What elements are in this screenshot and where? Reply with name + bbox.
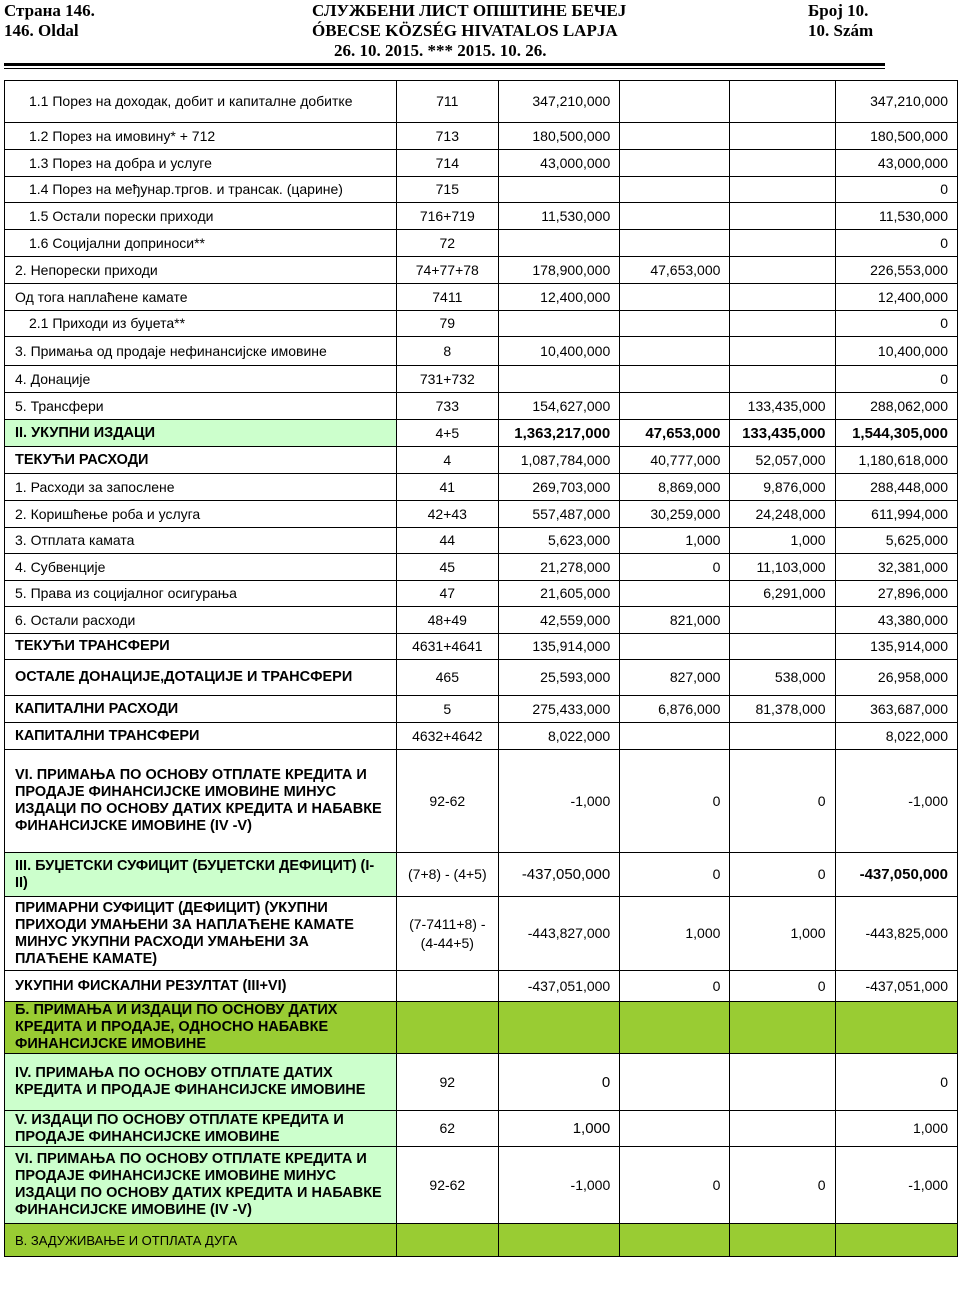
row-value-v3: 6,291,000 (730, 581, 835, 607)
row-value-v4: 26,958,000 (835, 660, 957, 696)
table-row (5, 123, 958, 150)
row-code: 713 (396, 123, 498, 150)
table-row (5, 311, 958, 337)
row-code: 714 (396, 150, 498, 177)
row-value-v2: 827,000 (620, 660, 730, 696)
row-value-v3 (730, 1002, 835, 1054)
row-value-v3 (730, 230, 835, 257)
table-row (5, 897, 958, 971)
table-row (5, 1002, 958, 1054)
row-value-v3: 1,000 (730, 528, 835, 554)
table-row (5, 1224, 958, 1257)
row-value-v2 (620, 177, 730, 203)
row-value-v2: 0 (620, 853, 730, 897)
row-code: 8 (396, 337, 498, 366)
row-value-v4: 10,400,000 (835, 337, 957, 366)
row-value-v2: 40,777,000 (620, 447, 730, 474)
row-label: КАПИТАЛНИ РАСХОДИ (5, 696, 397, 723)
row-value-v1 (498, 230, 619, 257)
table-row (5, 1111, 958, 1147)
row-label: 1.1 Порез на доходак, добит и капиталне добитке (5, 81, 397, 123)
row-label: ТЕКУЋИ РАСХОДИ (5, 447, 397, 474)
table-row (5, 528, 958, 554)
row-value-v2 (620, 230, 730, 257)
row-value-v3 (730, 337, 835, 366)
table-row (5, 150, 958, 177)
table-row (5, 177, 958, 203)
table-row (5, 284, 958, 311)
row-value-v2: 0 (620, 750, 730, 853)
table-row (5, 366, 958, 393)
row-value-v1: 21,278,000 (498, 554, 619, 581)
row-value-v4: 288,062,000 (835, 393, 957, 420)
row-label: VI. ПРИМАЊА ПО ОСНОВУ ОТПЛАТЕ КРЕДИТА И ПРОДАЈЕ ФИНАНСИЈСКЕ ИМОВИНЕ МИНУС ИЗДАЦИ ПО ОСНОВУ ДАТИХ КРЕДИТА И НАБАВКЕ ФИНАНСИЈСКЕ ИМОВИНЕ (IV -V) (5, 1147, 397, 1224)
row-value-v4 (835, 1002, 957, 1054)
row-value-v4: 180,500,000 (835, 123, 957, 150)
row-value-v1 (498, 1002, 619, 1054)
row-label: 5. Трансфери (5, 393, 397, 420)
row-value-v1 (498, 177, 619, 203)
row-code: 48+49 (396, 607, 498, 634)
row-value-v1: 275,433,000 (498, 696, 619, 723)
row-value-v4: -437,051,000 (835, 971, 957, 1002)
row-value-v2: 6,876,000 (620, 696, 730, 723)
row-value-v4: 1,180,618,000 (835, 447, 957, 474)
row-value-v1: 8,022,000 (498, 723, 619, 750)
header-issue-hu: 10. Szám (808, 21, 874, 40)
row-value-v3 (730, 366, 835, 393)
header-title-sr: СЛУЖБЕНИ ЛИСТ ОПШТИНЕ БЕЧЕЈ (312, 1, 627, 20)
row-value-v1: 1,363,217,000 (498, 420, 619, 447)
row-code: 4632+4642 (396, 723, 498, 750)
row-label: ТЕКУЋИ ТРАНСФЕРИ (5, 634, 397, 660)
row-code (396, 1224, 498, 1257)
row-label: VI. ПРИМАЊА ПО ОСНОВУ ОТПЛАТЕ КРЕДИТА И ПРОДАЈЕ ФИНАНСИЈСКЕ ИМОВИНЕ МИНУС ИЗДАЦИ ПО ОСНОВУ ДАТИХ КРЕДИТА И НАБАВКЕ ФИНАНСИЈСКЕ ИМОВИНЕ (IV -V) (5, 750, 397, 853)
row-code: 47 (396, 581, 498, 607)
row-value-v2 (620, 81, 730, 123)
row-value-v1: 43,000,000 (498, 150, 619, 177)
row-value-v3 (730, 284, 835, 311)
header-page-hu: 146. Oldal (4, 21, 79, 40)
row-code: 5 (396, 696, 498, 723)
row-value-v1: 178,900,000 (498, 257, 619, 284)
row-value-v4: 363,687,000 (835, 696, 957, 723)
row-value-v2 (620, 366, 730, 393)
table-row (5, 1147, 958, 1224)
row-value-v1: -437,050,000 (498, 853, 619, 897)
table-row (5, 1054, 958, 1111)
row-code: 4+5 (396, 420, 498, 447)
row-value-v4: 0 (835, 230, 957, 257)
row-label: 4. Донације (5, 366, 397, 393)
row-code: 44 (396, 528, 498, 554)
table-row (5, 554, 958, 581)
row-value-v2: 47,653,000 (620, 257, 730, 284)
row-value-v4: 32,381,000 (835, 554, 957, 581)
table-row (5, 607, 958, 634)
row-value-v3: 1,000 (730, 897, 835, 971)
row-label: КАПИТАЛНИ ТРАНСФЕРИ (5, 723, 397, 750)
row-code: 92 (396, 1054, 498, 1111)
row-value-v1: 5,623,000 (498, 528, 619, 554)
row-value-v1 (498, 1224, 619, 1257)
budget-table-wrapper (4, 80, 958, 1257)
row-code: 731+732 (396, 366, 498, 393)
row-value-v2: 1,000 (620, 897, 730, 971)
row-code: 733 (396, 393, 498, 420)
row-value-v4: 0 (835, 177, 957, 203)
row-label: 3. Отплата камата (5, 528, 397, 554)
row-value-v1: 25,593,000 (498, 660, 619, 696)
row-value-v1: 1,000 (498, 1111, 619, 1147)
row-label: II. УКУПНИ ИЗДАЦИ (5, 420, 397, 447)
table-row (5, 203, 958, 230)
row-value-v4: 611,994,000 (835, 501, 957, 528)
row-code: 7411 (396, 284, 498, 311)
row-value-v2: 821,000 (620, 607, 730, 634)
row-value-v2: 0 (620, 971, 730, 1002)
table-row (5, 853, 958, 897)
row-value-v3: 0 (730, 1147, 835, 1224)
row-value-v4: 0 (835, 311, 957, 337)
row-value-v1: -1,000 (498, 750, 619, 853)
row-value-v3 (730, 607, 835, 634)
row-value-v1: 42,559,000 (498, 607, 619, 634)
row-value-v3 (730, 123, 835, 150)
row-value-v4 (835, 1224, 957, 1257)
row-code: (7-7411+8) - (4-44+5) (396, 897, 498, 971)
row-code: 4631+4641 (396, 634, 498, 660)
row-label: 1.6 Социјални доприноси** (5, 230, 397, 257)
row-label: 5. Права из социјалног осигурања (5, 581, 397, 607)
row-value-v2: 1,000 (620, 528, 730, 554)
row-value-v1: 557,487,000 (498, 501, 619, 528)
row-value-v3: 0 (730, 853, 835, 897)
header-rule-thick (4, 63, 885, 66)
row-label: Од тога наплаћене камате (5, 284, 397, 311)
row-label: 1.2 Порез на имовину* + 712 (5, 123, 397, 150)
row-value-v2 (620, 284, 730, 311)
table-row (5, 696, 958, 723)
row-value-v4: 288,448,000 (835, 474, 957, 501)
row-code: 62 (396, 1111, 498, 1147)
row-value-v3: 81,378,000 (730, 696, 835, 723)
row-value-v2: 8,869,000 (620, 474, 730, 501)
row-value-v2 (620, 1054, 730, 1111)
row-value-v4: 0 (835, 366, 957, 393)
row-label: 2. Непорески приходи (5, 257, 397, 284)
row-value-v1: 12,400,000 (498, 284, 619, 311)
row-value-v1: 347,210,000 (498, 81, 619, 123)
table-row (5, 447, 958, 474)
row-value-v4: 12,400,000 (835, 284, 957, 311)
row-value-v4: -1,000 (835, 750, 957, 853)
row-label: 1.3 Порез на добра и услуге (5, 150, 397, 177)
row-label: V. ИЗДАЦИ ПО ОСНОВУ ОТПЛАТЕ КРЕДИТА И ПРОДАЈЕ ФИНАНСИЈСКЕ ИМОВИНЕ (5, 1111, 397, 1147)
row-value-v2 (620, 337, 730, 366)
table-row (5, 971, 958, 1002)
row-label: 6. Остали расходи (5, 607, 397, 634)
row-label: III. БУЏЕТСКИ СУФИЦИТ (БУЏЕТСКИ ДЕФИЦИТ) (I-II) (5, 853, 397, 897)
row-value-v1: 1,087,784,000 (498, 447, 619, 474)
row-code: 716+719 (396, 203, 498, 230)
row-value-v4: -443,825,000 (835, 897, 957, 971)
row-code: 74+77+78 (396, 257, 498, 284)
row-label: IV. ПРИМАЊА ПО ОСНОВУ ОТПЛАТЕ ДАТИХ КРЕДИТА И ПРОДАЈЕ ФИНАНСИЈСКЕ ИМОВИНЕ (5, 1054, 397, 1111)
row-value-v2 (620, 393, 730, 420)
row-value-v1 (498, 366, 619, 393)
header-rule-thin (4, 68, 885, 69)
row-label: 1.5 Остали порески приходи (5, 203, 397, 230)
row-value-v1: 11,530,000 (498, 203, 619, 230)
row-value-v1: -437,051,000 (498, 971, 619, 1002)
table-row (5, 501, 958, 528)
header-date: 26. 10. 2015. *** 2015. 10. 26. (334, 41, 547, 60)
row-value-v2 (620, 311, 730, 337)
row-code: 4 (396, 447, 498, 474)
row-code: (7+8) - (4+5) (396, 853, 498, 897)
row-value-v1: 180,500,000 (498, 123, 619, 150)
row-value-v1: 21,605,000 (498, 581, 619, 607)
row-label: Б. ПРИМАЊА И ИЗДАЦИ ПО ОСНОВУ ДАТИХ КРЕДИТА И ПРОДАЈЕ, ОДНОСНО НАБАВКЕ ФИНАНСИЈСКЕ ИМОВИНЕ (5, 1002, 397, 1054)
row-code: 92-62 (396, 750, 498, 853)
row-value-v2 (620, 1002, 730, 1054)
header-issue-sr: Број 10. (808, 1, 869, 20)
row-value-v4: 1,544,305,000 (835, 420, 957, 447)
row-value-v3 (730, 203, 835, 230)
row-label: 3. Примања од продаје нефинансијске имовине (5, 337, 397, 366)
row-value-v2: 30,259,000 (620, 501, 730, 528)
table-row (5, 257, 958, 284)
row-value-v3: 0 (730, 750, 835, 853)
row-value-v3: 24,248,000 (730, 501, 835, 528)
row-value-v3 (730, 723, 835, 750)
row-label: В. ЗАДУЖИВАЊЕ И ОТПЛАТА ДУГА (5, 1224, 397, 1257)
row-label: 1.4 Порез на међунар.тргов. и трансак. (царине) (5, 177, 397, 203)
row-value-v1: 10,400,000 (498, 337, 619, 366)
row-value-v2 (620, 150, 730, 177)
table-row (5, 581, 958, 607)
row-label: 2.1 Приходи из буџета** (5, 311, 397, 337)
row-value-v4: 135,914,000 (835, 634, 957, 660)
table-row (5, 723, 958, 750)
row-label: 1. Расходи за запослене (5, 474, 397, 501)
row-value-v3 (730, 177, 835, 203)
row-value-v4: 27,896,000 (835, 581, 957, 607)
row-value-v3: 11,103,000 (730, 554, 835, 581)
row-value-v3 (730, 311, 835, 337)
row-value-v4: 0 (835, 1054, 957, 1111)
table-row (5, 393, 958, 420)
row-value-v1: 154,627,000 (498, 393, 619, 420)
row-code: 42+43 (396, 501, 498, 528)
row-code: 715 (396, 177, 498, 203)
row-value-v3: 52,057,000 (730, 447, 835, 474)
row-value-v3: 0 (730, 971, 835, 1002)
row-value-v3: 538,000 (730, 660, 835, 696)
row-value-v4: 43,000,000 (835, 150, 957, 177)
table-row (5, 81, 958, 123)
table-row (5, 750, 958, 853)
row-value-v4: 8,022,000 (835, 723, 957, 750)
row-code: 45 (396, 554, 498, 581)
row-value-v2: 0 (620, 554, 730, 581)
row-value-v1: -443,827,000 (498, 897, 619, 971)
header-page-sr: Страна 146. (4, 1, 95, 20)
row-value-v1: 269,703,000 (498, 474, 619, 501)
row-value-v4: 11,530,000 (835, 203, 957, 230)
row-value-v2 (620, 203, 730, 230)
row-value-v1: 135,914,000 (498, 634, 619, 660)
row-value-v3 (730, 634, 835, 660)
row-label: ПРИМАРНИ СУФИЦИТ (ДЕФИЦИТ) (УКУПНИ ПРИХОДИ УМАЊЕНИ ЗА НАПЛАЋЕНЕ КАМАТЕ МИНУС УКУПНИ РАСХОДИ УМАЊЕНИ ЗА ПЛАЋЕНЕ КАМАТЕ) (5, 897, 397, 971)
row-label: 2. Коришћење роба и услуга (5, 501, 397, 528)
row-value-v3: 9,876,000 (730, 474, 835, 501)
row-code: 92-62 (396, 1147, 498, 1224)
row-label: ОСТАЛЕ ДОНАЦИЈЕ,ДОТАЦИЈЕ И ТРАНСФЕРИ (5, 660, 397, 696)
row-code: 41 (396, 474, 498, 501)
row-value-v3 (730, 1111, 835, 1147)
table-row (5, 337, 958, 366)
row-value-v4: 1,000 (835, 1111, 957, 1147)
row-value-v2 (620, 123, 730, 150)
row-value-v4: -437,050,000 (835, 853, 957, 897)
row-value-v3 (730, 1224, 835, 1257)
row-value-v3 (730, 1054, 835, 1111)
row-value-v4: 5,625,000 (835, 528, 957, 554)
page-header (0, 0, 960, 64)
row-code: 79 (396, 311, 498, 337)
table-row (5, 474, 958, 501)
row-value-v3 (730, 257, 835, 284)
row-value-v1 (498, 311, 619, 337)
header-title-hu: ÓBECSE KÖZSÉG HIVATALOS LAPJA (312, 21, 618, 40)
row-value-v4: 226,553,000 (835, 257, 957, 284)
row-value-v2: 0 (620, 1147, 730, 1224)
row-value-v4: 43,380,000 (835, 607, 957, 634)
row-value-v2 (620, 723, 730, 750)
table-row (5, 230, 958, 257)
table-row (5, 634, 958, 660)
row-value-v3 (730, 150, 835, 177)
budget-table (4, 80, 958, 1257)
row-value-v2 (620, 634, 730, 660)
row-value-v3 (730, 81, 835, 123)
table-row (5, 420, 958, 447)
row-code (396, 971, 498, 1002)
row-value-v2 (620, 1111, 730, 1147)
row-value-v4: 347,210,000 (835, 81, 957, 123)
row-code: 72 (396, 230, 498, 257)
row-value-v4: -1,000 (835, 1147, 957, 1224)
row-value-v2 (620, 1224, 730, 1257)
row-label: УКУПНИ ФИСКАЛНИ РЕЗУЛТАТ (III+VI) (5, 971, 397, 1002)
row-value-v2 (620, 581, 730, 607)
row-code: 465 (396, 660, 498, 696)
row-value-v3: 133,435,000 (730, 393, 835, 420)
row-value-v1: 0 (498, 1054, 619, 1111)
table-row (5, 660, 958, 696)
row-value-v1: -1,000 (498, 1147, 619, 1224)
row-value-v2: 47,653,000 (620, 420, 730, 447)
row-code: 711 (396, 81, 498, 123)
row-code (396, 1002, 498, 1054)
row-label: 4. Субвенције (5, 554, 397, 581)
row-value-v3: 133,435,000 (730, 420, 835, 447)
